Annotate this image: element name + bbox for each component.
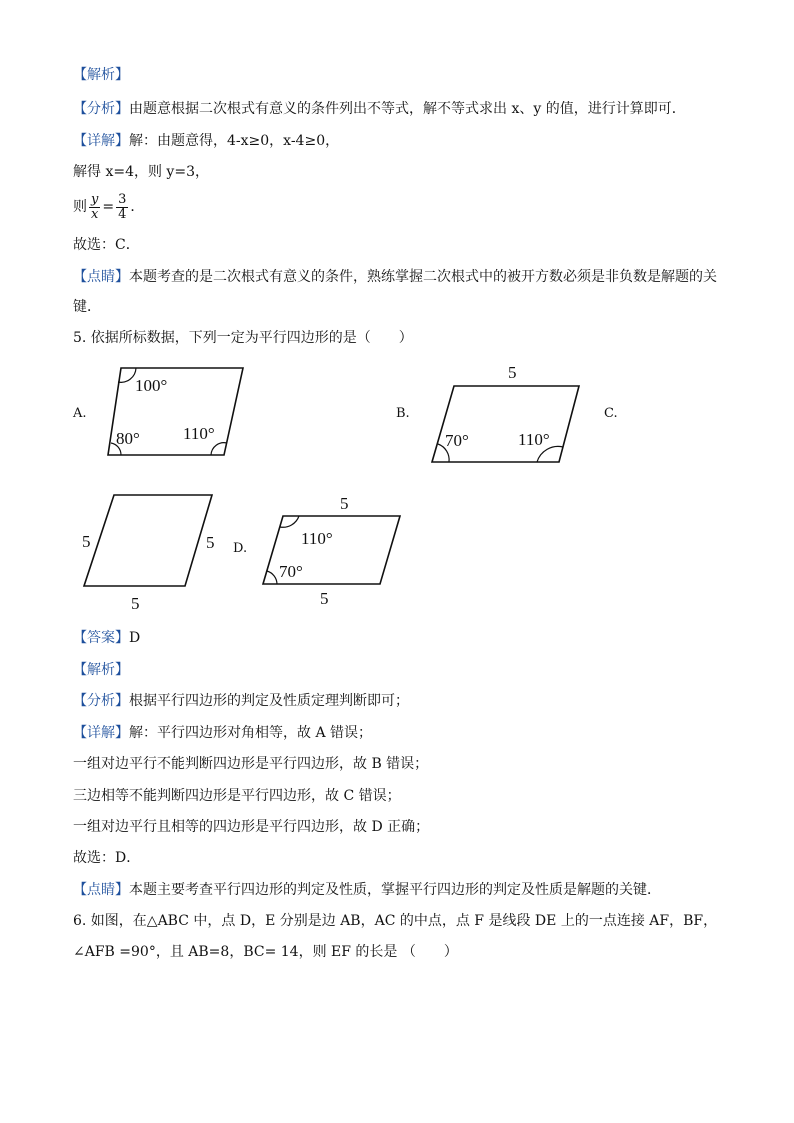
question-5 [73, 329, 413, 347]
choice-text: 故选：C． [73, 237, 140, 253]
reason-c-line [73, 787, 401, 805]
option-b-angle-bl: 70° [445, 431, 469, 450]
option-d-angle-bl: 70° [279, 562, 303, 581]
question-5-text: 5. 依据所标数据，下列一定为平行四边形的是（ ） [73, 330, 413, 346]
solution-text: 解得 x=4，则 y=3， [73, 164, 209, 180]
option-c-label: C. [604, 406, 618, 421]
detail-text-2: 解：平行四边形对角相等，故 A 错误； [129, 725, 373, 741]
fraction-y-over-x [89, 193, 100, 222]
detail-text: 解：由题意得，4-x≥0，x-4≥0， [129, 133, 340, 149]
fraction-three-quarters [116, 193, 128, 222]
comment-line-continued [73, 298, 101, 316]
option-c-side-right: 5 [206, 533, 215, 552]
option-b-figure [425, 358, 585, 468]
analysis-tag-2: 【解析】 [73, 662, 129, 678]
option-b-label: B. [396, 406, 410, 421]
fraction-denominator: 4 [118, 206, 127, 222]
analysis-heading [73, 66, 129, 84]
reason-b-line [73, 755, 428, 773]
option-b-angle-br: 110° [518, 430, 550, 449]
detail-line [73, 132, 339, 150]
analysis-heading-2 [73, 661, 129, 679]
analysis-line [73, 100, 686, 118]
option-c-side-bottom: 5 [131, 594, 140, 613]
answer-line [73, 629, 140, 647]
fraction-denominator: x [91, 206, 99, 222]
comment-text-2: 本题主要考查平行四边形的判定及性质，掌握平行四边形的判定及性质是解题的关键． [129, 882, 661, 898]
fraction-line [73, 187, 144, 227]
analysis-sub-tag: 【分析】 [73, 101, 129, 117]
option-d-angle-arc-bl [267, 571, 277, 584]
question-6-text-2: ∠AFB =90°，且 AB=8，BC= 14，则 EF 的长是 （ ） [73, 944, 458, 960]
reason-c-text: 三边相等不能判断四边形是平行四边形，故 C 错误； [73, 788, 401, 804]
option-a-angle-top: 100° [135, 376, 168, 395]
fraction-suffix: ． [130, 199, 145, 215]
option-c-quadrilateral [84, 495, 212, 586]
comment-text-continued: 键． [73, 299, 101, 315]
analysis-text: 由题意根据二次根式有意义的条件列出不等式，解不等式求出 x、y 的值，进行计算即可． [129, 101, 686, 117]
analysis-tag: 【解析】 [73, 67, 129, 83]
option-a-angle-bl: 80° [116, 429, 140, 448]
option-c-side-left: 5 [82, 532, 91, 551]
comment-text: 本题考查的是二次根式有意义的条件，熟练掌握二次根式中的被开方数必须是非负数是解题的关 [129, 269, 717, 285]
choice-line [73, 236, 140, 254]
analysis-line-2 [73, 692, 409, 710]
option-b-quadrilateral [432, 386, 579, 462]
comment-tag: 【点睛】 [73, 269, 129, 285]
question-6-line-1 [73, 912, 717, 930]
option-c-figure [78, 488, 228, 616]
choice-text-2: 故选：D． [73, 850, 141, 866]
option-d-angle-tl: 110° [301, 529, 333, 548]
equals-sign: = [102, 199, 115, 215]
option-d-label: D. [233, 541, 248, 556]
question-6-line-2 [73, 943, 458, 961]
reason-d-line [73, 818, 429, 836]
detail-tag: 【详解】 [73, 133, 129, 149]
option-a-figure [100, 360, 250, 465]
answer-tag: 【答案】 [73, 630, 129, 646]
fraction-numerator: 3 [118, 191, 127, 207]
comment-line-2 [73, 881, 661, 899]
option-d-figure [258, 490, 408, 612]
option-d-side-bottom: 5 [320, 589, 329, 608]
question-6-text-1: 6. 如图，在△ABC 中，点 D，E 分别是边 AB，AC 的中点，点 F 是线段 DE 上的一点连接 AF，BF， [73, 913, 718, 929]
reason-b-text: 一组对边平行不能判断四边形是平行四边形，故 B 错误； [73, 756, 429, 772]
detail-tag-2: 【详解】 [73, 725, 129, 741]
reason-d-text: 一组对边平行且相等的四边形是平行四边形，故 D 正确； [73, 819, 430, 835]
comment-tag-2: 【点睛】 [73, 882, 129, 898]
fraction-prefix: 则 [73, 199, 87, 215]
analysis-sub-tag-2: 【分析】 [73, 693, 129, 709]
analysis-text-2: 根据平行四边形的判定及性质定理判断即可； [129, 693, 409, 709]
comment-line [73, 268, 717, 286]
choice-line-2 [73, 849, 140, 867]
answer-value: D [129, 630, 141, 646]
option-a-label: A. [73, 406, 87, 421]
solution-line [73, 163, 209, 181]
detail-line-2 [73, 724, 372, 742]
option-a-angle-br: 110° [183, 424, 215, 443]
option-b-side-top: 5 [508, 363, 517, 382]
option-d-side-top: 5 [340, 494, 349, 513]
fraction-numerator: y [91, 191, 99, 207]
